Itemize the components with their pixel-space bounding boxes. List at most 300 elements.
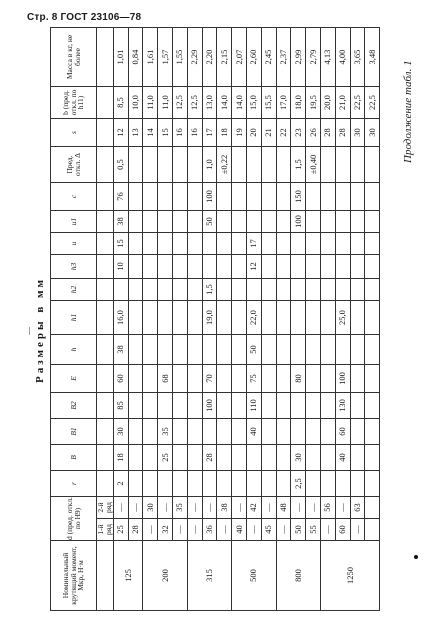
value-cell (128, 335, 143, 365)
value-cell (128, 393, 143, 419)
table-row (291, 28, 306, 611)
value-cell: ±0,22 (217, 147, 232, 183)
b-header: b (пред. откл. по h11) (51, 87, 97, 119)
B2-header: B2 (51, 393, 97, 419)
value-cell (113, 279, 128, 301)
value-cell (232, 335, 247, 365)
value-cell (217, 335, 232, 365)
torque-cell: 125 (113, 541, 143, 611)
table-row (276, 28, 291, 611)
value-cell (261, 233, 276, 255)
d-row2-cell: — (291, 497, 306, 519)
mass-cell: 1,01 (113, 28, 128, 87)
s-cell: 15 (158, 119, 173, 147)
value-cell (276, 393, 291, 419)
b-cell: 12,5 (187, 87, 202, 119)
value-cell: 68 (158, 365, 173, 393)
mass-cell: 2,29 (187, 28, 202, 87)
table-row (261, 28, 276, 611)
value-cell (320, 365, 335, 393)
d-row2-cell (365, 497, 380, 519)
value-cell (320, 233, 335, 255)
value-cell (143, 445, 158, 471)
value-cell (291, 393, 306, 419)
B-header: B (51, 445, 97, 471)
value-cell (217, 471, 232, 497)
value-cell (172, 471, 187, 497)
value-cell (187, 471, 202, 497)
b-cell: 12,5 (172, 87, 187, 119)
value-cell (172, 365, 187, 393)
h3-header: h3 (51, 255, 97, 279)
d-row2-cell: 63 (350, 497, 365, 519)
value-cell (261, 279, 276, 301)
value-cell (365, 419, 380, 445)
b-cell: 8,5 (113, 87, 128, 119)
b-cell: 22,5 (350, 87, 365, 119)
b-cell: 21,0 (335, 87, 350, 119)
value-cell: 35 (158, 419, 173, 445)
value-cell (172, 335, 187, 365)
value-cell: 40 (246, 419, 261, 445)
value-cell (217, 445, 232, 471)
value-cell (128, 147, 143, 183)
value-cell (232, 255, 247, 279)
value-cell (217, 183, 232, 211)
d-row2-cell: — (158, 497, 173, 519)
b-cell: 10,0 (128, 87, 143, 119)
value-cell (128, 255, 143, 279)
value-cell (276, 445, 291, 471)
torque-cell: 800 (276, 541, 320, 611)
value-cell (187, 419, 202, 445)
d-row1-cell: 28 (128, 519, 143, 541)
d-row2-cell: 30 (143, 497, 158, 519)
d-row2-cell: 38 (217, 497, 232, 519)
value-cell (335, 279, 350, 301)
table-row (217, 28, 232, 611)
value-cell: 100 (291, 211, 306, 233)
s-cell: 16 (172, 119, 187, 147)
value-cell (291, 279, 306, 301)
s-cell: 17 (202, 119, 217, 147)
header-row (51, 28, 97, 611)
b-cell: 11,0 (158, 87, 173, 119)
d-row1-cell: — (350, 519, 365, 541)
torque-cell: 500 (232, 541, 276, 611)
value-cell (217, 255, 232, 279)
value-cell (217, 393, 232, 419)
torque-cell: 200 (143, 541, 187, 611)
value-cell (365, 183, 380, 211)
mass-cell: 3,65 (350, 28, 365, 87)
value-cell (261, 183, 276, 211)
value-cell (158, 393, 173, 419)
value-cell (158, 211, 173, 233)
s-cell: 28 (335, 119, 350, 147)
value-cell (232, 301, 247, 335)
d-row1-cell (365, 519, 380, 541)
d-row2-cell: — (335, 497, 350, 519)
value-cell: 12 (246, 255, 261, 279)
value-cell (365, 393, 380, 419)
value-cell (128, 233, 143, 255)
value-cell: 38 (113, 211, 128, 233)
value-cell (276, 233, 291, 255)
value-cell (350, 147, 365, 183)
table-row (246, 28, 261, 611)
value-cell: 2,5 (291, 471, 306, 497)
value-cell (350, 335, 365, 365)
value-cell (291, 335, 306, 365)
value-cell (232, 419, 247, 445)
d-row1-cell: — (246, 519, 261, 541)
value-cell: 80 (291, 365, 306, 393)
value-cell (128, 279, 143, 301)
value-cell (350, 301, 365, 335)
value-cell (365, 445, 380, 471)
value-cell (143, 365, 158, 393)
value-cell (350, 471, 365, 497)
value-cell (246, 183, 261, 211)
value-cell: 1,0 (202, 147, 217, 183)
value-cell (291, 233, 306, 255)
value-cell (276, 471, 291, 497)
value-cell (335, 255, 350, 279)
value-cell (320, 445, 335, 471)
value-cell (320, 255, 335, 279)
table-row (158, 28, 173, 611)
value-cell: 25,0 (335, 301, 350, 335)
value-cell (187, 301, 202, 335)
value-cell: 38 (113, 335, 128, 365)
table-row (335, 28, 350, 611)
value-cell (232, 183, 247, 211)
mass-header: Масса в кг, не более (51, 28, 97, 87)
value-cell (246, 279, 261, 301)
u-header: u (51, 233, 97, 255)
value-cell (232, 365, 247, 393)
value-cell (261, 365, 276, 393)
value-cell (158, 233, 173, 255)
value-cell (187, 445, 202, 471)
value-cell: 0,5 (113, 147, 128, 183)
value-cell (246, 471, 261, 497)
value-cell (306, 183, 321, 211)
value-cell (276, 301, 291, 335)
value-cell (261, 471, 276, 497)
value-cell (246, 211, 261, 233)
value-cell: 50 (202, 211, 217, 233)
value-cell (172, 233, 187, 255)
value-cell (217, 211, 232, 233)
value-cell (365, 301, 380, 335)
s-cell: 12 (113, 119, 128, 147)
value-cell (320, 393, 335, 419)
u1-header: u1 (51, 211, 97, 233)
table-row (232, 28, 247, 611)
d-row1-cell: 55 (306, 519, 321, 541)
value-cell (187, 279, 202, 301)
table-row (128, 28, 143, 611)
b-cell: 13,0 (202, 87, 217, 119)
value-cell (158, 279, 173, 301)
value-cell (172, 445, 187, 471)
value-cell: 30 (113, 419, 128, 445)
value-cell (276, 419, 291, 445)
d-row1-cell: — (172, 519, 187, 541)
b-cell: 18,0 (291, 87, 306, 119)
value-cell (143, 279, 158, 301)
d-row2-cell: 42 (246, 497, 261, 519)
value-cell (172, 279, 187, 301)
value-cell (365, 211, 380, 233)
value-cell (143, 393, 158, 419)
d-header: d (пред. откл. по Н9) (51, 497, 97, 541)
value-cell (143, 471, 158, 497)
value-cell (143, 301, 158, 335)
value-cell (232, 445, 247, 471)
value-cell (187, 255, 202, 279)
value-cell: 100 (335, 365, 350, 393)
value-cell (320, 301, 335, 335)
value-cell (187, 365, 202, 393)
value-cell (143, 183, 158, 211)
mass-cell: 2,45 (261, 28, 276, 87)
value-cell (232, 147, 247, 183)
value-cell (172, 147, 187, 183)
value-cell (232, 211, 247, 233)
value-cell: 16,0 (113, 301, 128, 335)
value-cell (187, 147, 202, 183)
table-body (113, 28, 379, 611)
d-row1-cell: 45 (261, 519, 276, 541)
value-cell: 15 (113, 233, 128, 255)
value-cell (158, 255, 173, 279)
value-cell (232, 233, 247, 255)
d-row1-cell: — (143, 519, 158, 541)
value-cell (350, 233, 365, 255)
value-cell (306, 301, 321, 335)
value-cell (306, 233, 321, 255)
deviation-header: Пред. откл. Δ (51, 147, 97, 183)
value-cell (217, 365, 232, 393)
E-header: E (51, 365, 97, 393)
value-cell: 130 (335, 393, 350, 419)
d-row2-cell: 48 (276, 497, 291, 519)
d-row1-cell: — (276, 519, 291, 541)
value-cell (172, 183, 187, 211)
value-cell (276, 147, 291, 183)
value-cell (143, 419, 158, 445)
value-cell (350, 211, 365, 233)
s-cell: 30 (350, 119, 365, 147)
value-cell: 22,0 (246, 301, 261, 335)
mass-cell: 3,48 (365, 28, 380, 87)
value-cell (261, 301, 276, 335)
value-cell: 60 (113, 365, 128, 393)
value-cell: 100 (202, 183, 217, 211)
mass-cell: 2,15 (217, 28, 232, 87)
value-cell (158, 335, 173, 365)
value-cell: 70 (202, 365, 217, 393)
value-cell: 76 (113, 183, 128, 211)
mass-cell: 2,20 (202, 28, 217, 87)
value-cell (365, 233, 380, 255)
mass-cell: 4,13 (320, 28, 335, 87)
d-row2-cell: — (306, 497, 321, 519)
value-cell (291, 419, 306, 445)
s-cell: 16 (187, 119, 202, 147)
value-cell (202, 471, 217, 497)
value-cell (261, 445, 276, 471)
value-cell (335, 233, 350, 255)
b-cell: 22,5 (365, 87, 380, 119)
value-cell (217, 301, 232, 335)
value-cell (276, 335, 291, 365)
top-mark: — (24, 327, 33, 335)
table-row (202, 28, 217, 611)
value-cell (143, 147, 158, 183)
value-cell: 18 (113, 445, 128, 471)
value-cell (202, 255, 217, 279)
value-cell (246, 445, 261, 471)
value-cell (187, 183, 202, 211)
d-row1-cell: 25 (113, 519, 128, 541)
d-row1-cell: 36 (202, 519, 217, 541)
value-cell (187, 335, 202, 365)
value-cell (158, 183, 173, 211)
d-row2-cell: — (113, 497, 128, 519)
value-cell (350, 445, 365, 471)
mass-cell: 0,84 (128, 28, 143, 87)
d-row1-cell: 40 (232, 519, 247, 541)
value-cell (276, 255, 291, 279)
value-cell (261, 211, 276, 233)
value-cell: 10 (113, 255, 128, 279)
page-header: Стр. 8 ГОСТ 23106—78 (27, 12, 142, 23)
value-cell (261, 255, 276, 279)
value-cell: 110 (246, 393, 261, 419)
d-row2-header: 2-й ряд (97, 497, 114, 519)
mass-cell: 2,99 (291, 28, 306, 87)
value-cell (320, 211, 335, 233)
value-cell (217, 233, 232, 255)
value-cell (291, 255, 306, 279)
value-cell (320, 335, 335, 365)
d-row1-cell: 50 (291, 519, 306, 541)
b-cell: 14,0 (232, 87, 247, 119)
torque-cell: 1250 (320, 541, 379, 611)
value-cell (143, 255, 158, 279)
value-cell (320, 183, 335, 211)
d-row2-cell: — (202, 497, 217, 519)
value-cell (350, 183, 365, 211)
value-cell: 150 (291, 183, 306, 211)
table-row (172, 28, 187, 611)
value-cell (261, 419, 276, 445)
table-row (187, 28, 202, 611)
dimensions-table (50, 27, 380, 611)
value-cell (172, 255, 187, 279)
value-cell (350, 255, 365, 279)
value-cell (187, 393, 202, 419)
d-row2-cell: — (261, 497, 276, 519)
s-cell: 21 (261, 119, 276, 147)
value-cell (276, 365, 291, 393)
value-cell (335, 147, 350, 183)
value-cell (158, 147, 173, 183)
s-cell: 23 (291, 119, 306, 147)
value-cell (291, 301, 306, 335)
value-cell: 1,5 (291, 147, 306, 183)
value-cell (246, 147, 261, 183)
value-cell (365, 279, 380, 301)
s-cell: 18 (217, 119, 232, 147)
b-cell: 14,0 (217, 87, 232, 119)
value-cell (128, 445, 143, 471)
value-cell: 2 (113, 471, 128, 497)
value-cell: 85 (113, 393, 128, 419)
value-cell (335, 471, 350, 497)
value-cell (306, 393, 321, 419)
s-cell: 22 (276, 119, 291, 147)
value-cell (335, 183, 350, 211)
value-cell: 19,0 (202, 301, 217, 335)
value-cell (320, 471, 335, 497)
table-row (320, 28, 335, 611)
torque-cell: 315 (187, 541, 231, 611)
table-row (350, 28, 365, 611)
value-cell (350, 419, 365, 445)
value-cell (172, 419, 187, 445)
table-row (143, 28, 158, 611)
value-cell (365, 471, 380, 497)
mass-cell: 2,79 (306, 28, 321, 87)
value-cell (306, 255, 321, 279)
value-cell (306, 335, 321, 365)
d-row2-cell: — (187, 497, 202, 519)
s-cell: 14 (143, 119, 158, 147)
value-cell (335, 335, 350, 365)
value-cell (128, 419, 143, 445)
mass-cell: 1,61 (143, 28, 158, 87)
value-cell (128, 471, 143, 497)
table-row (365, 28, 380, 611)
value-cell (261, 335, 276, 365)
s-cell: 13 (128, 119, 143, 147)
value-cell (202, 233, 217, 255)
value-cell: ±0,40 (306, 147, 321, 183)
r-header: r (51, 471, 97, 497)
value-cell (306, 211, 321, 233)
b-cell: 19,5 (306, 87, 321, 119)
mass-cell: 4,00 (335, 28, 350, 87)
h-header: h (51, 335, 97, 365)
d-row1-cell: — (187, 519, 202, 541)
value-cell (172, 211, 187, 233)
value-cell: 1,5 (202, 279, 217, 301)
d-row2-cell: — (232, 497, 247, 519)
value-cell (365, 255, 380, 279)
value-cell (320, 419, 335, 445)
value-cell (365, 335, 380, 365)
value-cell (350, 393, 365, 419)
value-cell (306, 419, 321, 445)
dimensions-title: Размеры в мм (34, 277, 46, 383)
value-cell (320, 147, 335, 183)
value-cell (143, 335, 158, 365)
